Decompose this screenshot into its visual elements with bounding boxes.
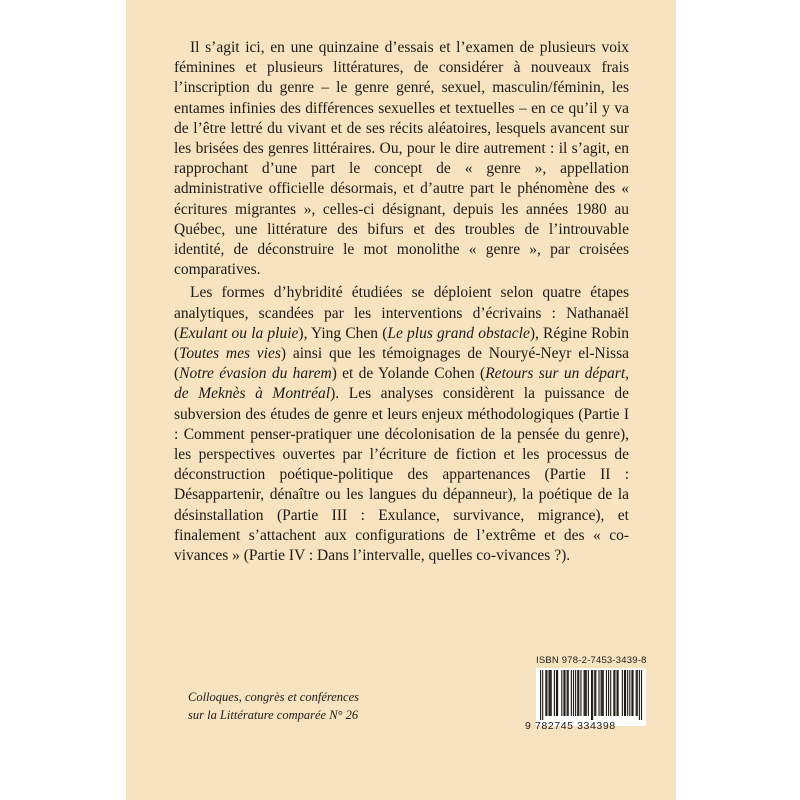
barcode-bar xyxy=(563,670,564,716)
barcode-bar xyxy=(550,670,551,716)
barcode-bar xyxy=(561,670,562,716)
barcode-bar xyxy=(588,670,589,716)
barcode-bar xyxy=(641,670,642,720)
barcode-bar xyxy=(602,670,603,716)
barcode-bar xyxy=(567,670,568,716)
barcode-bar xyxy=(564,670,565,716)
barcode-bar xyxy=(618,670,619,716)
blurb-text: ). Les analyses considèrent la puissance de subversion des études de genre et leurs enjeux méthodologiques (Partie I : Comment penser-pratiquer une décolonisation de la pensée du genre), les perspectives ouvertes par l’écriture de fiction et les processus de déconstruction poétique-politique des appartenances (Partie II : Désappartenir, dénaître ou les langues du dépanneur), la poétique de la désinstallation (Partie III : Exulance, survivance, migrance), et finalement s’attachent aux configurations de l’extrême et des « co-vivances » (Partie IV : Dans l’intervalle, quelles co-vivances ?). xyxy=(174,385,629,565)
barcode-bar xyxy=(627,670,628,716)
blurb-text: ) ainsi que les témoignages de Nouryé-Neyr el-Nissa ( xyxy=(174,345,629,383)
barcode-bar xyxy=(549,670,550,716)
barcode-bar xyxy=(578,670,579,716)
barcode-bar xyxy=(577,670,578,716)
isbn-label: ISBN 978-2-7453-3439-8 xyxy=(536,655,647,666)
barcode-bar xyxy=(637,670,638,716)
blurb-text: ), Ying Chen ( xyxy=(298,324,388,342)
barcode-bar xyxy=(608,670,609,716)
barcode-bar xyxy=(557,670,558,716)
barcode-bar xyxy=(617,670,618,716)
series-line-2: sur la Littérature comparée N° 26 xyxy=(188,708,359,722)
blurb-text: Les formes d’hybridité étudiées se déploient selon quatre étapes analytiques, scandées par les interventions d’écrivains : Nathanaël ( xyxy=(174,284,629,342)
book-title-italic: Exulant ou la pluie xyxy=(179,324,299,342)
barcode xyxy=(536,668,646,726)
barcode-bar xyxy=(639,670,640,720)
barcode-bar xyxy=(575,670,576,716)
barcode-bar xyxy=(540,670,541,720)
barcode-bar xyxy=(631,670,632,716)
barcode-bar xyxy=(556,670,557,716)
barcode-bar xyxy=(610,670,611,716)
barcode-bar xyxy=(585,670,586,716)
barcode-bar xyxy=(580,670,581,716)
barcode-bar xyxy=(594,670,595,716)
barcode-bar xyxy=(622,670,623,716)
barcode-bar xyxy=(598,670,599,716)
barcode-bar xyxy=(636,670,637,716)
barcode-bar xyxy=(542,670,543,720)
barcode-bar xyxy=(595,670,596,716)
barcode-bar xyxy=(545,670,546,716)
barcode-bar xyxy=(592,670,593,720)
series-title xyxy=(188,688,359,724)
barcode-bar xyxy=(546,670,547,716)
barcode-bar xyxy=(613,670,614,716)
barcode-bar xyxy=(573,670,574,716)
barcode-bars xyxy=(536,668,646,720)
back-cover-blurb xyxy=(174,38,629,566)
barcode-bar xyxy=(554,670,555,716)
barcode-bar xyxy=(601,670,602,716)
book-title-italic: Le plus grand obstacle xyxy=(387,324,530,342)
blurb-text: Il s’agit ici, en une quinzaine d’essais et l’examen de plusieurs voix féminines et plusieurs littératures, de considérer à nouveaux frais l’inscription du genre – le genre genré, sexuel, masculin/féminin, les entames infinies des différences sexuelles et textuelles – en ce qu’il y va de l’être lettré du vivant et de ses récits aléatoires, lesquels avancent sur les brisées des genres littéraires. Ou, pour le dire autrement : il s’agit, en rapprochant d’une part le concept de « genre », appellation administrative officielle désormais, et d’autre part le phénomène des « écritures migrantes », celles-ci désignant, depuis les années 1980 au Québec, une littérature des bifurs et des troubles de l’introuvable identité, de déconstruire le mot monolithe « genre », par croisées comparatives. xyxy=(174,39,629,279)
barcode-bar xyxy=(603,670,604,716)
book-title-italic: Retours sur un départ, de Meknès à Montréal xyxy=(174,365,630,403)
barcode-bar xyxy=(584,670,585,716)
barcode-bar xyxy=(614,670,615,716)
book-title-italic: Notre évasion du harem xyxy=(179,365,332,383)
barcode-bar xyxy=(625,670,626,716)
barcode-digits: 9 782745 334398 xyxy=(525,720,616,732)
blurb-paragraph-2 xyxy=(174,283,629,566)
barcode-bar xyxy=(624,670,625,716)
barcode-bar xyxy=(586,670,587,716)
barcode-bar xyxy=(568,670,569,716)
barcode-bar xyxy=(629,670,630,716)
blurb-text: ) et de Yolande Cohen ( xyxy=(331,365,486,383)
series-line-1: Colloques, congrès et conférences xyxy=(188,690,360,704)
barcode-bar xyxy=(591,670,592,720)
blurb-text: ), Régine Robin ( xyxy=(174,324,630,363)
barcode-bar xyxy=(571,670,572,716)
barcode-bar xyxy=(632,670,633,716)
barcode-bar xyxy=(551,670,552,716)
blurb-paragraph-1 xyxy=(174,38,629,280)
barcode-bar xyxy=(606,670,607,716)
book-title-italic: Toutes mes vies xyxy=(179,345,281,363)
